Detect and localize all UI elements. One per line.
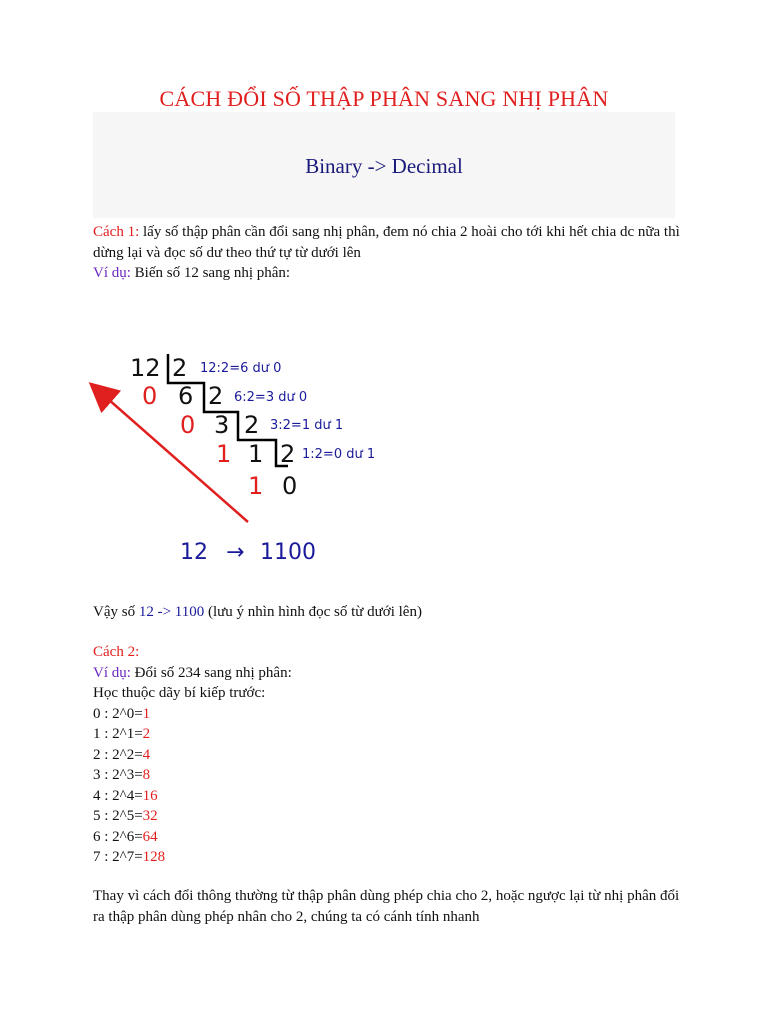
step-2: 6:2=3 dư 0 <box>234 390 308 405</box>
power-expression: 2 : 2^2= <box>93 746 143 763</box>
method2-example-label: Ví dụ: <box>93 664 131 681</box>
power-value: 16 <box>142 787 158 804</box>
dividend-6: 6 <box>178 382 194 410</box>
step-3: 3:2=1 dư 1 <box>270 418 344 433</box>
power-expression: 7 : 2^7= <box>93 849 143 865</box>
remainder-1: 0 <box>142 382 158 410</box>
conclusion-paragraph <box>93 602 693 623</box>
remainder-3: 1 <box>216 440 232 468</box>
power-value: 1 <box>142 705 151 722</box>
power-row <box>93 765 693 786</box>
method2-example <box>93 663 693 684</box>
divisor-4: 2 <box>280 440 296 468</box>
conclusion-suffix: (lưu ý nhìn hình đọc số từ dưới lên) <box>204 604 422 620</box>
step-4: 1:2=0 dư 1 <box>302 447 376 462</box>
power-row <box>93 745 693 766</box>
method2-section <box>93 642 693 868</box>
dividend-0: 0 <box>282 472 298 500</box>
power-value: 2 <box>142 726 151 742</box>
power-row <box>93 827 693 848</box>
step-1: 12:2=6 dư 0 <box>200 361 282 376</box>
subtitle-box <box>93 112 675 218</box>
power-row <box>93 704 693 725</box>
divisor-2: 2 <box>208 382 224 410</box>
method1-label: Cách 1: <box>93 224 140 240</box>
result-to: 1100 <box>260 540 316 565</box>
power-expression: 3 : 2^3= <box>93 767 143 783</box>
power-expression: 4 : 2^4= <box>93 787 143 804</box>
memorize-text: Học thuộc dãy bí kiếp trước: <box>93 685 266 701</box>
power-expression: 5 : 2^5= <box>93 808 143 824</box>
result-arrow: → <box>226 540 245 565</box>
powers-list <box>93 704 693 868</box>
power-expression: 0 : 2^0= <box>93 705 143 722</box>
power-row <box>93 806 693 827</box>
division-diagram <box>88 340 398 580</box>
power-value: 32 <box>142 808 158 824</box>
divisor-3: 2 <box>244 411 260 439</box>
power-value: 64 <box>142 828 158 845</box>
method1-paragraph <box>93 222 693 284</box>
power-value: 128 <box>142 849 166 865</box>
power-value: 4 <box>142 746 151 763</box>
method1-example-label: Ví dụ: <box>93 265 131 281</box>
power-expression: 6 : 2^6= <box>93 828 143 845</box>
method1-example-text: Biến số 12 sang nhị phân: <box>130 265 291 281</box>
conclusion-prefix: Vậy số <box>93 604 139 620</box>
dividend-1: 1 <box>248 440 264 468</box>
remainder-2: 0 <box>180 411 196 439</box>
result-from: 12 <box>180 540 208 565</box>
dividend-12: 12 <box>130 354 161 382</box>
method2-label: Cách 2: <box>93 644 140 660</box>
method2-example-text: Đổi số 234 sang nhị phân: <box>130 664 292 681</box>
subtitle: Binary -> Decimal <box>305 154 463 178</box>
dividend-3: 3 <box>214 411 230 439</box>
power-row <box>93 847 693 868</box>
power-value: 8 <box>142 767 151 783</box>
closing-paragraph: Thay vì cách đổi thông thường từ thập phân dùng phép chia cho 2, hoặc ngược lại từ nhị phân đổi ra thập phân dùng phép nhân cho 2, chúng ta có cánh tính nhanh <box>93 888 680 925</box>
divisor-1: 2 <box>172 354 188 382</box>
conclusion-highlight: 12 -> 1100 <box>138 604 205 620</box>
power-row <box>93 786 693 807</box>
remainder-4: 1 <box>248 472 264 500</box>
power-row <box>93 724 693 745</box>
power-expression: 1 : 2^1= <box>93 726 143 742</box>
page-title: CÁCH ĐỔI SỐ THẬP PHÂN SANG NHỊ PHÂN <box>159 86 609 111</box>
method1-text: lấy số thập phân cần đổi sang nhị phân, đem nó chia 2 hoài cho tới khi hết chia dc nữa thì dừng lại và đọc số dư theo thứ tự từ dưới lên <box>93 224 680 261</box>
